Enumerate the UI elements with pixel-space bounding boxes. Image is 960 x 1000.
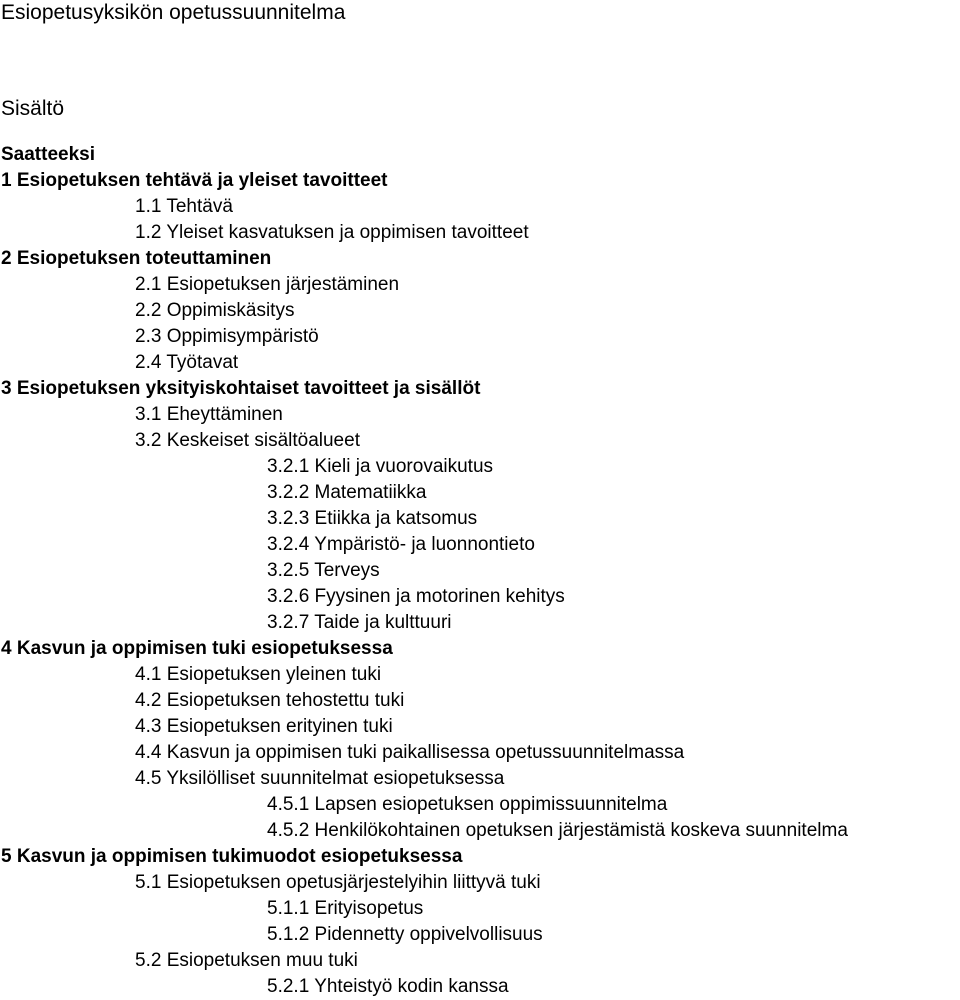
toc-section: 2.4 Työtavat — [135, 352, 239, 373]
toc-section: 5.1 Esiopetuksen opetusjärjestelyihin liittyvä tuki — [135, 872, 541, 893]
toc-subsection: 4.5.2 Henkilökohtainen opetuksen järjestämistä koskeva suunnitelma — [267, 820, 848, 841]
toc-chapter: 4 Kasvun ja oppimisen tuki esiopetuksessa — [1, 638, 393, 659]
toc-subsection: 3.2.4 Ympäristö- ja luonnontieto — [267, 534, 535, 555]
toc-section: 2.3 Oppimisympäristö — [135, 326, 319, 347]
table-of-contents — [0, 142, 960, 1000]
toc-subsection: 4.5.1 Lapsen esiopetuksen oppimissuunnitelma — [267, 794, 668, 815]
toc-subsection: 3.2.1 Kieli ja vuorovaikutus — [267, 456, 494, 477]
toc-subsection: 5.1.2 Pidennetty oppivelvollisuus — [267, 924, 543, 945]
toc-section: 4.4 Kasvun ja oppimisen tuki paikallisessa opetussuunnitelmassa — [135, 742, 685, 763]
document-title: Esiopetusyksikön opetussuunnitelma — [1, 1, 346, 24]
toc-section: 2.1 Esiopetuksen järjestäminen — [135, 274, 400, 295]
toc-chapter: 2 Esiopetuksen toteuttaminen — [1, 248, 272, 269]
toc-subsection: 3.2.6 Fyysinen ja motorinen kehitys — [267, 586, 565, 607]
toc-chapter: Saatteeksi — [1, 144, 96, 165]
toc-subsection: 3.2.7 Taide ja kulttuuri — [267, 612, 452, 633]
toc-subsection: 3.2.3 Etiikka ja katsomus — [267, 508, 478, 529]
toc-chapter: 3 Esiopetuksen yksityiskohtaiset tavoitteet ja sisällöt — [1, 378, 481, 399]
toc-section: 3.1 Eheyttäminen — [135, 404, 283, 425]
toc-section: 2.2 Oppimiskäsitys — [135, 300, 295, 321]
contents-heading: Sisältö — [1, 97, 65, 120]
toc-section: 1.1 Tehtävä — [135, 196, 233, 217]
toc-section: 5.2 Esiopetuksen muu tuki — [135, 950, 358, 971]
toc-section: 4.5 Yksilölliset suunnitelmat esiopetuksessa — [135, 768, 505, 789]
toc-chapter: 5 Kasvun ja oppimisen tukimuodot esiopetuksessa — [1, 846, 463, 867]
toc-section: 4.1 Esiopetuksen yleinen tuki — [135, 664, 382, 685]
toc-section: 3.2 Keskeiset sisältöalueet — [135, 430, 360, 451]
toc-section: 1.2 Yleiset kasvatuksen ja oppimisen tavoitteet — [135, 222, 529, 243]
toc-section: 4.2 Esiopetuksen tehostettu tuki — [135, 690, 405, 711]
toc-subsection: 5.1.1 Erityisopetus — [267, 898, 424, 919]
toc-section: 4.3 Esiopetuksen erityinen tuki — [135, 716, 393, 737]
toc-chapter: 1 Esiopetuksen tehtävä ja yleiset tavoitteet — [1, 170, 388, 191]
toc-subsection: 5.2.1 Yhteistyö kodin kanssa — [267, 976, 509, 997]
toc-subsection: 3.2.5 Terveys — [267, 560, 380, 581]
toc-subsection: 3.2.2 Matematiikka — [267, 482, 427, 503]
